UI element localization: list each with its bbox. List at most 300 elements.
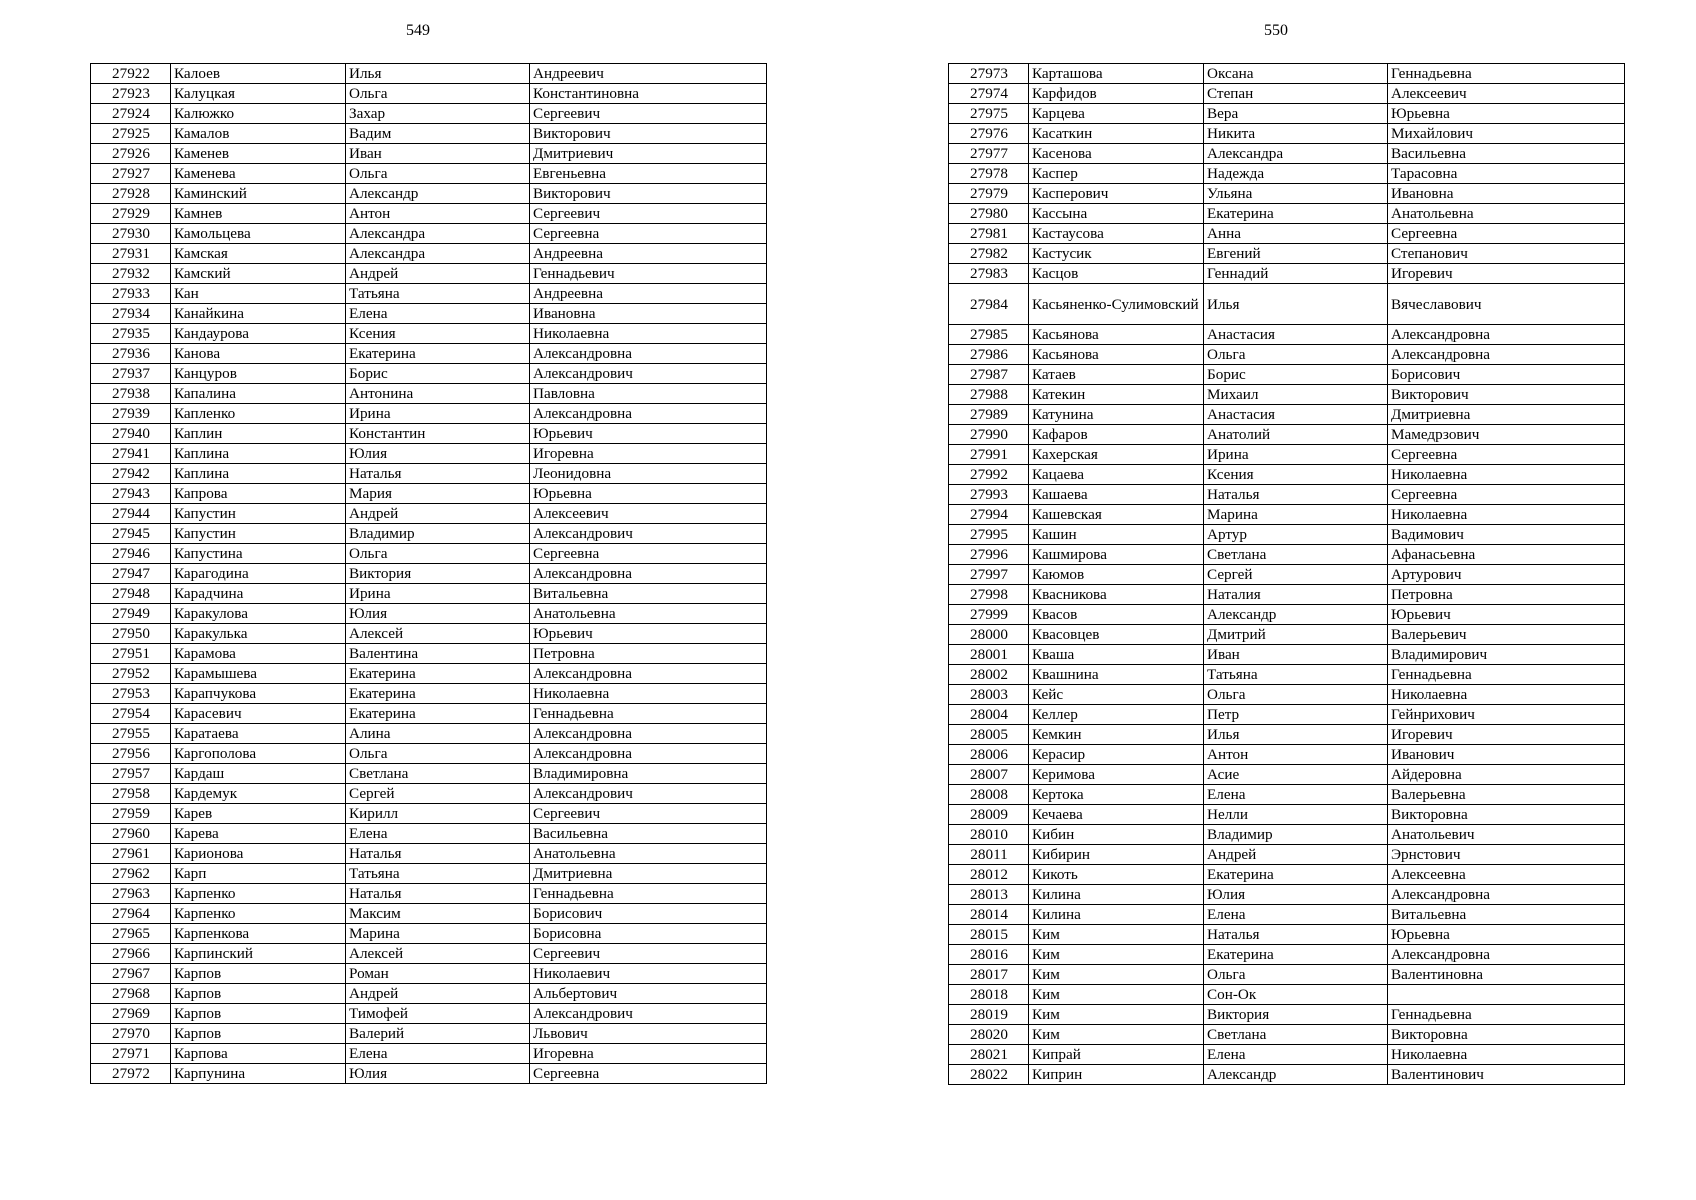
table-row bbox=[949, 945, 1625, 965]
patronymic-cell: Александровна bbox=[530, 664, 767, 684]
patronymic-cell: Николаевич bbox=[530, 964, 767, 984]
table-row bbox=[91, 704, 767, 724]
record-number-cell: 27974 bbox=[949, 84, 1029, 104]
patronymic-cell: Викторович bbox=[530, 124, 767, 144]
patronymic-cell: Львович bbox=[530, 1024, 767, 1044]
patronymic-cell: Валерьевна bbox=[1388, 785, 1625, 805]
patronymic-cell: Александровна bbox=[530, 344, 767, 364]
table-row bbox=[949, 885, 1625, 905]
table-row bbox=[949, 284, 1625, 325]
table-row bbox=[91, 944, 767, 964]
last-name-cell: Камольцева bbox=[171, 224, 346, 244]
first-name-cell: Елена bbox=[346, 304, 530, 324]
patronymic-cell: Борисович bbox=[530, 904, 767, 924]
record-number-cell: 27946 bbox=[91, 544, 171, 564]
record-number-cell: 27960 bbox=[91, 824, 171, 844]
patronymic-cell: Владимировна bbox=[530, 764, 767, 784]
first-name-cell: Михаил bbox=[1204, 385, 1388, 405]
record-number-cell: 27996 bbox=[949, 545, 1029, 565]
patronymic-cell: Юрьевич bbox=[1388, 605, 1625, 625]
table-row bbox=[91, 184, 767, 204]
last-name-cell: Кибин bbox=[1029, 825, 1204, 845]
first-name-cell: Максим bbox=[346, 904, 530, 924]
record-number-cell: 27935 bbox=[91, 324, 171, 344]
table-row bbox=[91, 124, 767, 144]
last-name-cell: Карева bbox=[171, 824, 346, 844]
first-name-cell: Надежда bbox=[1204, 164, 1388, 184]
last-name-cell: Калуцкая bbox=[171, 84, 346, 104]
last-name-cell: Келлер bbox=[1029, 705, 1204, 725]
patronymic-cell: Артурович bbox=[1388, 565, 1625, 585]
record-number-cell: 27973 bbox=[949, 64, 1029, 84]
table-row bbox=[949, 224, 1625, 244]
last-name-cell: Камалов bbox=[171, 124, 346, 144]
first-name-cell: Александра bbox=[346, 224, 530, 244]
table-row bbox=[91, 164, 767, 184]
patronymic-cell: Борисовна bbox=[530, 924, 767, 944]
patronymic-cell: Юрьевна bbox=[1388, 104, 1625, 124]
last-name-cell: Квасовцев bbox=[1029, 625, 1204, 645]
first-name-cell: Ирина bbox=[1204, 445, 1388, 465]
last-name-cell: Касцов bbox=[1029, 264, 1204, 284]
record-number-cell: 28014 bbox=[949, 905, 1029, 925]
table-row bbox=[949, 545, 1625, 565]
first-name-cell: Татьяна bbox=[346, 864, 530, 884]
patronymic-cell: Афанасьевна bbox=[1388, 545, 1625, 565]
table-row bbox=[91, 304, 767, 324]
table-row bbox=[91, 924, 767, 944]
patronymic-cell: Дмитриевна bbox=[530, 864, 767, 884]
last-name-cell: Кафаров bbox=[1029, 425, 1204, 445]
table-row bbox=[949, 805, 1625, 825]
table-row bbox=[949, 705, 1625, 725]
record-number-cell: 28009 bbox=[949, 805, 1029, 825]
last-name-cell: Катунина bbox=[1029, 405, 1204, 425]
table-row bbox=[91, 1064, 767, 1084]
table-row bbox=[949, 405, 1625, 425]
patronymic-cell: Николаевна bbox=[530, 684, 767, 704]
first-name-cell: Анастасия bbox=[1204, 325, 1388, 345]
table-row bbox=[91, 384, 767, 404]
patronymic-cell: Эрнстович bbox=[1388, 845, 1625, 865]
record-number-cell: 27994 bbox=[949, 505, 1029, 525]
patronymic-cell: Александрович bbox=[530, 524, 767, 544]
record-number-cell: 27944 bbox=[91, 504, 171, 524]
patronymic-cell: Сергеевна bbox=[1388, 485, 1625, 505]
first-name-cell: Юлия bbox=[1204, 885, 1388, 905]
last-name-cell: Киприн bbox=[1029, 1065, 1204, 1085]
last-name-cell: Кемкин bbox=[1029, 725, 1204, 745]
table-row bbox=[949, 845, 1625, 865]
patronymic-cell: Викторовна bbox=[1388, 805, 1625, 825]
last-name-cell: Калоев bbox=[171, 64, 346, 84]
record-number-cell: 27948 bbox=[91, 584, 171, 604]
last-name-cell: Калюжко bbox=[171, 104, 346, 124]
record-number-cell: 27999 bbox=[949, 605, 1029, 625]
last-name-cell: Касьянова bbox=[1029, 325, 1204, 345]
first-name-cell: Валентина bbox=[346, 644, 530, 664]
record-number-cell: 27993 bbox=[949, 485, 1029, 505]
table-row bbox=[91, 544, 767, 564]
last-name-cell: Карфидов bbox=[1029, 84, 1204, 104]
first-name-cell: Анатолий bbox=[1204, 425, 1388, 445]
table-row bbox=[91, 764, 767, 784]
patronymic-cell: Николаевна bbox=[530, 324, 767, 344]
record-number-cell: 28020 bbox=[949, 1025, 1029, 1045]
patronymic-cell: Сергеевна bbox=[530, 544, 767, 564]
patronymic-cell: Юрьевна bbox=[1388, 925, 1625, 945]
record-number-cell: 28000 bbox=[949, 625, 1029, 645]
record-number-cell: 28018 bbox=[949, 985, 1029, 1005]
first-name-cell: Ирина bbox=[346, 584, 530, 604]
table-row bbox=[91, 664, 767, 684]
patronymic-cell: Геннадьевич bbox=[530, 264, 767, 284]
patronymic-cell: Анатольевич bbox=[1388, 825, 1625, 845]
table-row bbox=[91, 564, 767, 584]
table-row bbox=[949, 825, 1625, 845]
patronymic-cell: Валентиновна bbox=[1388, 965, 1625, 985]
first-name-cell: Юлия bbox=[346, 444, 530, 464]
last-name-cell: Кейс bbox=[1029, 685, 1204, 705]
patronymic-cell: Витальевна bbox=[530, 584, 767, 604]
last-name-cell: Карпунина bbox=[171, 1064, 346, 1084]
table-row bbox=[949, 204, 1625, 224]
first-name-cell: Татьяна bbox=[346, 284, 530, 304]
last-name-cell: Кашмирова bbox=[1029, 545, 1204, 565]
table-row bbox=[949, 124, 1625, 144]
table-row bbox=[949, 64, 1625, 84]
first-name-cell: Борис bbox=[346, 364, 530, 384]
last-name-cell: Каменева bbox=[171, 164, 346, 184]
table-row bbox=[91, 244, 767, 264]
table-row bbox=[949, 585, 1625, 605]
record-number-cell: 27956 bbox=[91, 744, 171, 764]
patronymic-cell: Александровна bbox=[1388, 885, 1625, 905]
record-number-cell: 27983 bbox=[949, 264, 1029, 284]
last-name-cell: Капустина bbox=[171, 544, 346, 564]
first-name-cell: Ольга bbox=[346, 164, 530, 184]
last-name-cell: Керасир bbox=[1029, 745, 1204, 765]
last-name-cell: Ким bbox=[1029, 985, 1204, 1005]
last-name-cell: Касьянова bbox=[1029, 345, 1204, 365]
page-number-left: 549 bbox=[406, 22, 430, 39]
patronymic-cell: Николаевна bbox=[1388, 685, 1625, 705]
last-name-cell: Карамышева bbox=[171, 664, 346, 684]
first-name-cell: Наталья bbox=[1204, 485, 1388, 505]
patronymic-cell: Алексеевна bbox=[1388, 865, 1625, 885]
table-row bbox=[91, 64, 767, 84]
first-name-cell: Елена bbox=[346, 824, 530, 844]
first-name-cell: Екатерина bbox=[346, 344, 530, 364]
table-row bbox=[91, 964, 767, 984]
first-name-cell: Елена bbox=[1204, 785, 1388, 805]
record-number-cell: 27923 bbox=[91, 84, 171, 104]
patronymic-cell: Александрович bbox=[530, 364, 767, 384]
last-name-cell: Каспер bbox=[1029, 164, 1204, 184]
table-row bbox=[91, 364, 767, 384]
last-name-cell: Карионова bbox=[171, 844, 346, 864]
first-name-cell: Антон bbox=[1204, 745, 1388, 765]
patronymic-cell: Николаевна bbox=[1388, 465, 1625, 485]
patronymic-cell: Геннадьевна bbox=[530, 704, 767, 724]
page-number-right: 550 bbox=[1264, 22, 1288, 39]
record-number-cell: 27988 bbox=[949, 385, 1029, 405]
record-number-cell: 27992 bbox=[949, 465, 1029, 485]
record-number-cell: 28006 bbox=[949, 745, 1029, 765]
last-name-cell: Кваша bbox=[1029, 645, 1204, 665]
record-number-cell: 27978 bbox=[949, 164, 1029, 184]
record-number-cell: 27967 bbox=[91, 964, 171, 984]
first-name-cell: Дмитрий bbox=[1204, 625, 1388, 645]
first-name-cell: Константин bbox=[346, 424, 530, 444]
record-number-cell: 27940 bbox=[91, 424, 171, 444]
first-name-cell: Анастасия bbox=[1204, 405, 1388, 425]
patronymic-cell: Геннадьевна bbox=[1388, 64, 1625, 84]
record-number-cell: 27945 bbox=[91, 524, 171, 544]
record-number-cell: 27989 bbox=[949, 405, 1029, 425]
last-name-cell: Канайкина bbox=[171, 304, 346, 324]
record-number-cell: 27990 bbox=[949, 425, 1029, 445]
first-name-cell: Ольга bbox=[346, 744, 530, 764]
first-name-cell: Андрей bbox=[346, 984, 530, 1004]
patronymic-cell: Айдеровна bbox=[1388, 765, 1625, 785]
first-name-cell: Антонина bbox=[346, 384, 530, 404]
last-name-cell: Карпов bbox=[171, 1024, 346, 1044]
record-number-cell: 27941 bbox=[91, 444, 171, 464]
record-number-cell: 27969 bbox=[91, 1004, 171, 1024]
last-name-cell: Ким bbox=[1029, 965, 1204, 985]
first-name-cell: Илья bbox=[346, 64, 530, 84]
table-row bbox=[949, 985, 1625, 1005]
patronymic-cell: Вячеславович bbox=[1388, 284, 1625, 325]
record-number-cell: 28016 bbox=[949, 945, 1029, 965]
patronymic-cell: Юрьевич bbox=[530, 424, 767, 444]
patronymic-cell: Константиновна bbox=[530, 84, 767, 104]
first-name-cell: Тимофей bbox=[346, 1004, 530, 1024]
last-name-cell: Карпинский bbox=[171, 944, 346, 964]
table-row bbox=[91, 204, 767, 224]
record-number-cell: 27995 bbox=[949, 525, 1029, 545]
last-name-cell: Карпов bbox=[171, 1004, 346, 1024]
first-name-cell: Анна bbox=[1204, 224, 1388, 244]
first-name-cell: Виктория bbox=[346, 564, 530, 584]
first-name-cell: Екатерина bbox=[346, 684, 530, 704]
table-row bbox=[949, 745, 1625, 765]
first-name-cell: Юлия bbox=[346, 604, 530, 624]
record-number-cell: 27937 bbox=[91, 364, 171, 384]
table-row bbox=[949, 925, 1625, 945]
last-name-cell: Камская bbox=[171, 244, 346, 264]
patronymic-cell: Сергеевич bbox=[530, 104, 767, 124]
patronymic-cell: Тарасовна bbox=[1388, 164, 1625, 184]
table-row bbox=[949, 725, 1625, 745]
last-name-cell: Кахерская bbox=[1029, 445, 1204, 465]
last-name-cell: Каплина bbox=[171, 464, 346, 484]
table-row bbox=[91, 684, 767, 704]
record-number-cell: 27924 bbox=[91, 104, 171, 124]
record-number-cell: 27971 bbox=[91, 1044, 171, 1064]
record-number-cell: 27943 bbox=[91, 484, 171, 504]
last-name-cell: Ким bbox=[1029, 1025, 1204, 1045]
patronymic-cell: Дмитриевна bbox=[1388, 405, 1625, 425]
first-name-cell: Светлана bbox=[346, 764, 530, 784]
patronymic-cell: Ивановна bbox=[530, 304, 767, 324]
table-row bbox=[949, 905, 1625, 925]
first-name-cell: Наталья bbox=[346, 884, 530, 904]
record-number-cell: 28001 bbox=[949, 645, 1029, 665]
record-number-cell: 28013 bbox=[949, 885, 1029, 905]
table-row bbox=[949, 325, 1625, 345]
table-row bbox=[91, 884, 767, 904]
record-number-cell: 27986 bbox=[949, 345, 1029, 365]
first-name-cell: Асие bbox=[1204, 765, 1388, 785]
last-name-cell: Кастусик bbox=[1029, 244, 1204, 264]
first-name-cell: Татьяна bbox=[1204, 665, 1388, 685]
last-name-cell: Кертока bbox=[1029, 785, 1204, 805]
first-name-cell: Валерий bbox=[346, 1024, 530, 1044]
first-name-cell: Степан bbox=[1204, 84, 1388, 104]
last-name-cell: Карамова bbox=[171, 644, 346, 664]
record-number-cell: 27933 bbox=[91, 284, 171, 304]
last-name-cell: Кан bbox=[171, 284, 346, 304]
patronymic-cell: Сергеевна bbox=[1388, 445, 1625, 465]
first-name-cell: Ольга bbox=[1204, 345, 1388, 365]
patronymic-cell: Борисович bbox=[1388, 365, 1625, 385]
table-row bbox=[91, 1044, 767, 1064]
record-number-cell: 27977 bbox=[949, 144, 1029, 164]
first-name-cell: Наталья bbox=[346, 844, 530, 864]
record-number-cell: 27962 bbox=[91, 864, 171, 884]
last-name-cell: Квасов bbox=[1029, 605, 1204, 625]
record-number-cell: 27958 bbox=[91, 784, 171, 804]
record-number-cell: 27981 bbox=[949, 224, 1029, 244]
table-row bbox=[91, 724, 767, 744]
table-row bbox=[91, 624, 767, 644]
record-number-cell: 27954 bbox=[91, 704, 171, 724]
patronymic-cell: Алексеевич bbox=[530, 504, 767, 524]
last-name-cell: Карпенко bbox=[171, 904, 346, 924]
record-number-cell: 27953 bbox=[91, 684, 171, 704]
patronymic-cell: Павловна bbox=[530, 384, 767, 404]
table-row bbox=[91, 984, 767, 1004]
table-row bbox=[949, 365, 1625, 385]
last-name-cell: Кардаш bbox=[171, 764, 346, 784]
first-name-cell: Илья bbox=[1204, 284, 1388, 325]
table-row bbox=[91, 284, 767, 304]
record-number-cell: 27972 bbox=[91, 1064, 171, 1084]
first-name-cell: Екатерина bbox=[346, 704, 530, 724]
table-row bbox=[949, 1045, 1625, 1065]
patronymic-cell: Анатольевна bbox=[530, 844, 767, 864]
first-name-cell: Светлана bbox=[1204, 1025, 1388, 1045]
first-name-cell: Антон bbox=[346, 204, 530, 224]
patronymic-cell: Васильевна bbox=[1388, 144, 1625, 164]
first-name-cell: Ксения bbox=[346, 324, 530, 344]
first-name-cell: Евгений bbox=[1204, 244, 1388, 264]
record-number-cell: 28015 bbox=[949, 925, 1029, 945]
table-row bbox=[91, 804, 767, 824]
table-row bbox=[949, 525, 1625, 545]
record-number-cell: 28002 bbox=[949, 665, 1029, 685]
first-name-cell: Андрей bbox=[1204, 845, 1388, 865]
last-name-cell: Карпова bbox=[171, 1044, 346, 1064]
last-name-cell: Кашаева bbox=[1029, 485, 1204, 505]
table-row bbox=[949, 1005, 1625, 1025]
first-name-cell: Илья bbox=[1204, 725, 1388, 745]
first-name-cell: Алина bbox=[346, 724, 530, 744]
last-name-cell: Кассына bbox=[1029, 204, 1204, 224]
first-name-cell: Александр bbox=[1204, 605, 1388, 625]
first-name-cell: Александр bbox=[1204, 1065, 1388, 1085]
first-name-cell: Юлия bbox=[346, 1064, 530, 1084]
patronymic-cell: Петровна bbox=[530, 644, 767, 664]
first-name-cell: Геннадий bbox=[1204, 264, 1388, 284]
table-row bbox=[91, 424, 767, 444]
last-name-cell: Карасевич bbox=[171, 704, 346, 724]
first-name-cell: Марина bbox=[1204, 505, 1388, 525]
last-name-cell: Ким bbox=[1029, 1005, 1204, 1025]
patronymic-cell: Александровна bbox=[530, 744, 767, 764]
patronymic-cell: Александрович bbox=[530, 784, 767, 804]
table-row bbox=[949, 164, 1625, 184]
record-number-cell: 28021 bbox=[949, 1045, 1029, 1065]
patronymic-cell: Александровна bbox=[530, 564, 767, 584]
patronymic-cell: Анатольевна bbox=[530, 604, 767, 624]
last-name-cell: Ким bbox=[1029, 925, 1204, 945]
table-row bbox=[949, 385, 1625, 405]
record-number-cell: 27982 bbox=[949, 244, 1029, 264]
record-number-cell: 27957 bbox=[91, 764, 171, 784]
last-name-cell: Квашнина bbox=[1029, 665, 1204, 685]
last-name-cell: Кастаусова bbox=[1029, 224, 1204, 244]
record-number-cell: 27964 bbox=[91, 904, 171, 924]
record-number-cell: 27939 bbox=[91, 404, 171, 424]
table-row bbox=[949, 445, 1625, 465]
record-number-cell: 27947 bbox=[91, 564, 171, 584]
last-name-cell: Карадчина bbox=[171, 584, 346, 604]
patronymic-cell: Ивановна bbox=[1388, 184, 1625, 204]
first-name-cell: Екатерина bbox=[1204, 865, 1388, 885]
patronymic-cell: Степанович bbox=[1388, 244, 1625, 264]
patronymic-cell: Геннадьевна bbox=[530, 884, 767, 904]
last-name-cell: Кашевская bbox=[1029, 505, 1204, 525]
last-name-cell: Каплин bbox=[171, 424, 346, 444]
record-number-cell: 27998 bbox=[949, 585, 1029, 605]
record-number-cell: 27965 bbox=[91, 924, 171, 944]
patronymic-cell: Александровна bbox=[1388, 325, 1625, 345]
table-row bbox=[949, 465, 1625, 485]
table-row bbox=[91, 324, 767, 344]
table-row bbox=[949, 244, 1625, 264]
last-name-cell: Камнев bbox=[171, 204, 346, 224]
last-name-cell: Кибирин bbox=[1029, 845, 1204, 865]
patronymic-cell: Альбертович bbox=[530, 984, 767, 1004]
table-row bbox=[91, 824, 767, 844]
table-row bbox=[949, 1025, 1625, 1045]
last-name-cell: Карцева bbox=[1029, 104, 1204, 124]
record-number-cell: 27966 bbox=[91, 944, 171, 964]
table-row bbox=[91, 864, 767, 884]
first-name-cell: Ольга bbox=[346, 84, 530, 104]
record-number-cell: 27976 bbox=[949, 124, 1029, 144]
last-name-cell: Каменев bbox=[171, 144, 346, 164]
last-name-cell: Кипрай bbox=[1029, 1045, 1204, 1065]
record-number-cell: 27931 bbox=[91, 244, 171, 264]
table-row bbox=[91, 844, 767, 864]
table-row bbox=[949, 565, 1625, 585]
record-number-cell: 27928 bbox=[91, 184, 171, 204]
last-name-cell: Капустин bbox=[171, 504, 346, 524]
